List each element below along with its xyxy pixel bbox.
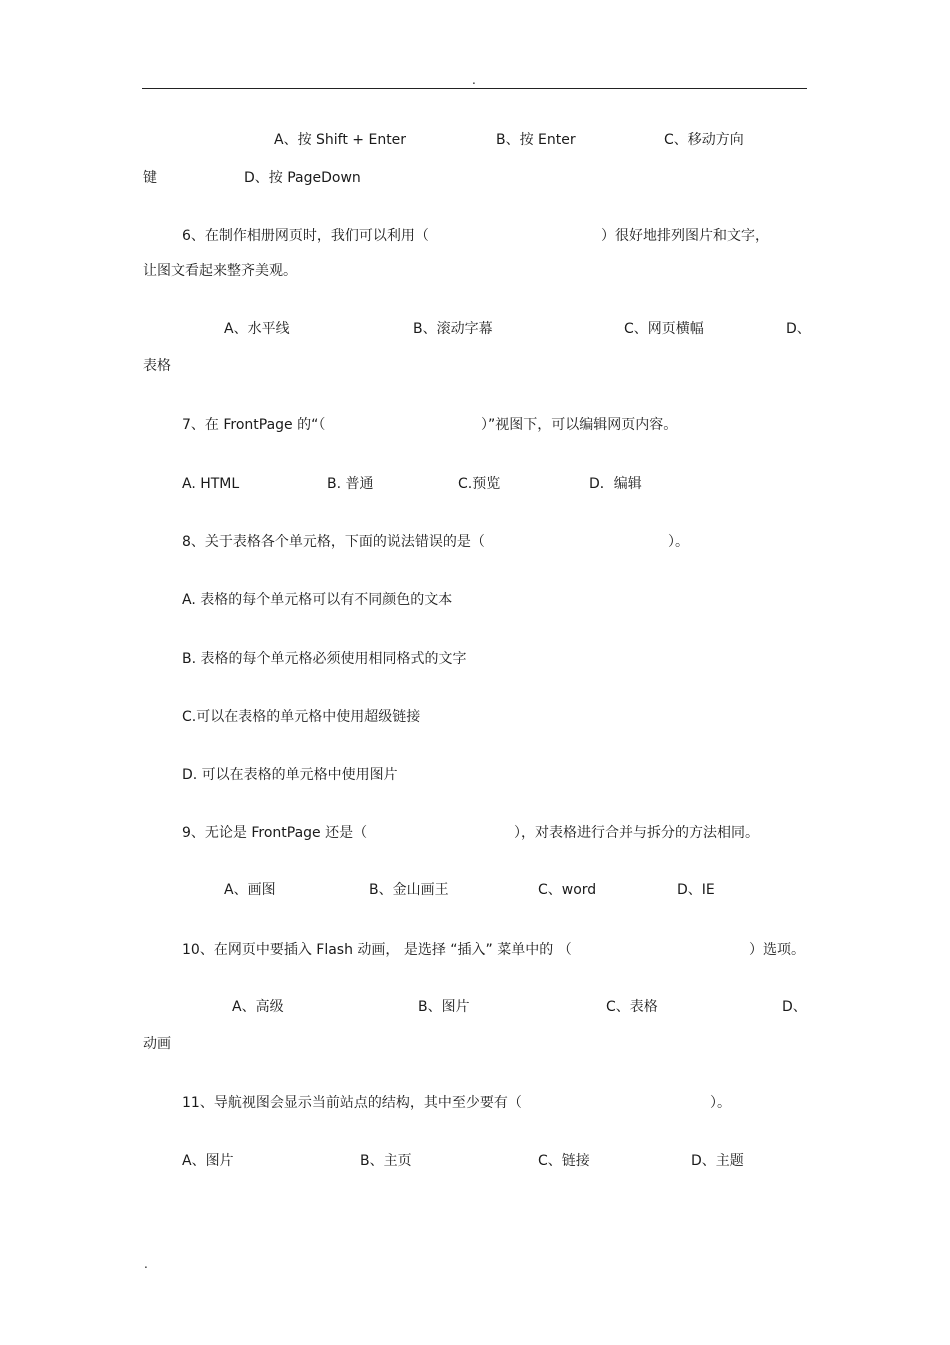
- q6-stem: 6、在制作相册网页时，我们可以利用（: [182, 228, 429, 244]
- header-mark: .: [472, 73, 476, 87]
- q11-option-a: A、图片: [182, 1153, 234, 1169]
- q10-option-a: A、高级: [232, 999, 284, 1015]
- q8-option-a: A. 表格的每个单元格可以有不同颜色的文本: [182, 592, 453, 608]
- q9-option-a: A、画图: [224, 882, 276, 898]
- q5-option-c-continued: 键: [143, 170, 157, 186]
- q9-option-b: B、金山画王: [369, 882, 449, 898]
- q9-option-d: D、IE: [677, 882, 715, 898]
- q10-option-d: D、: [782, 999, 807, 1015]
- q11-stem-close: ）。: [710, 1095, 731, 1111]
- q9-option-c: C、word: [538, 882, 597, 898]
- q9-stem-close: ），对表格进行合并与拆分的方法相同。: [514, 825, 759, 841]
- q10-stem: 10、在网页中要插入 Flash 动画， 是选择 “插入” 菜单中的 （: [182, 942, 572, 958]
- q7-option-a: A. HTML: [182, 476, 240, 492]
- q8-option-b: B. 表格的每个单元格必须使用相同格式的文字: [182, 651, 467, 667]
- q7-option-c: C.预览: [458, 476, 501, 492]
- q6-option-d: D、: [786, 321, 811, 337]
- q6-option-d-continued: 表格: [143, 358, 171, 374]
- q5-option-a: A、按 Shift + Enter: [274, 132, 407, 148]
- q8-option-d: D. 可以在表格的单元格中使用图片: [182, 767, 398, 783]
- q7-option-b: B. 普通: [327, 476, 374, 492]
- q7-stem: 7、在 FrontPage 的“（: [182, 417, 326, 433]
- q10-option-c: C、表格: [606, 999, 658, 1015]
- q10-option-b: B、图片: [418, 999, 470, 1015]
- q6-stem-continued: 让图文看起来整齐美观。: [143, 263, 297, 279]
- q8-stem-close: ）。: [668, 534, 689, 550]
- q11-option-c: C、链接: [538, 1153, 590, 1169]
- footer-mark: .: [144, 1257, 148, 1271]
- q5-option-d: D、按 PageDown: [244, 170, 361, 186]
- q8-stem: 8、关于表格各个单元格，下面的说法错误的是（: [182, 534, 485, 550]
- q6-option-a: A、水平线: [224, 321, 290, 337]
- q5-option-c: C、移动方向: [664, 132, 744, 148]
- q7-stem-close: ）”视图下，可以编辑网页内容。: [481, 417, 678, 433]
- q5-option-b: B、按 Enter: [496, 132, 576, 148]
- q6-stem-close: ）很好地排列图片和文字，: [601, 228, 769, 244]
- q10-option-d-continued: 动画: [143, 1036, 171, 1052]
- q11-stem: 11、导航视图会显示当前站点的结构，其中至少要有（: [182, 1095, 522, 1111]
- q8-option-c: C.可以在表格的单元格中使用超级链接: [182, 709, 421, 725]
- q6-option-b: B、滚动字幕: [413, 321, 493, 337]
- q7-option-d: D．编辑: [589, 476, 642, 492]
- q11-option-d: D、主题: [691, 1153, 744, 1169]
- q10-stem-close: ）选项。: [749, 942, 805, 958]
- q6-option-c: C、网页横幅: [624, 321, 704, 337]
- header-rule: [142, 88, 807, 89]
- q9-stem: 9、无论是 FrontPage 还是（: [182, 825, 368, 841]
- q11-option-b: B、主页: [360, 1153, 412, 1169]
